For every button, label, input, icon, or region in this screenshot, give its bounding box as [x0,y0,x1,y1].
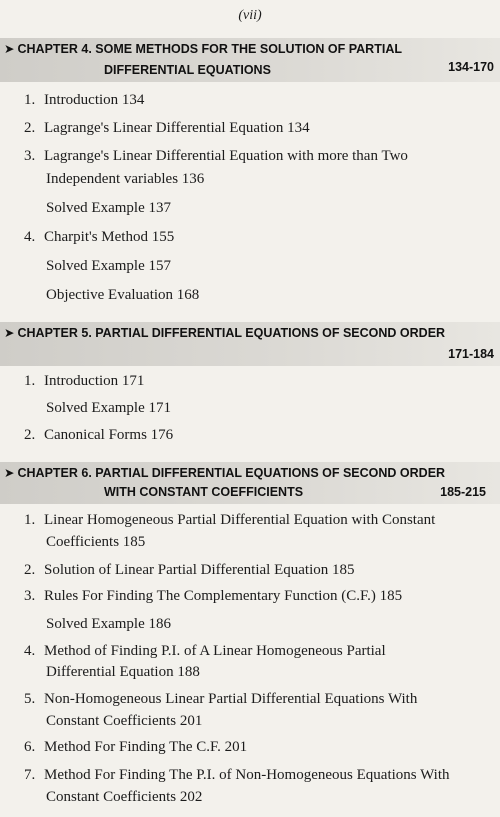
chapter-title-line1: CHAPTER 6. PARTIAL DIFFERENTIAL EQUATIONS OF SECOND ORDER [17,466,446,480]
toc-entry [24,423,173,447]
entry-text: Canonical Forms 176 [44,427,174,443]
entry-text: Rules For Finding The Complementary Function (C.F.) 185 [44,588,403,604]
toc-entry [24,584,402,608]
entry-number: 3. [24,148,36,164]
entry-continuation: Constant Coefficients 201 [46,713,203,729]
arrow-icon: ➤ [4,42,15,56]
toc-entry [24,144,408,168]
entry-number: 2. [24,562,36,578]
chapter-title-line2: DIFFERENTIAL EQUATIONS [104,63,271,77]
toc-subentry: Objective Evaluation 168 [46,287,200,303]
entry-continuation: Coefficients 185 [46,534,146,550]
toc-entry [24,369,144,393]
toc-entry [24,508,435,532]
entry-text: Method For Finding The P.I. of Non-Homogeneous Equations With [44,767,450,783]
chapter-6-header [0,462,500,504]
entry-number: 2. [24,427,36,443]
arrow-icon: ➤ [4,326,15,340]
chapter-page-range: 185-215 [440,485,486,499]
entry-number: 6. [24,739,36,755]
entry-number: 5. [24,691,36,707]
entry-number: 7. [24,767,36,783]
entry-continuation: Independent variables 136 [46,171,205,187]
entry-text: Non-Homogeneous Linear Partial Differential Equations With [44,691,418,707]
toc-subentry: Solved Example 171 [46,400,171,416]
entry-text: Method of Finding P.I. of A Linear Homogeneous Partial [44,643,386,659]
chapter-title-line1: CHAPTER 5. PARTIAL DIFFERENTIAL EQUATIONS OF SECOND ORDER [17,326,446,340]
toc-subentry: Solved Example 137 [46,200,171,216]
chapter-title-line2: WITH CONSTANT COEFFICIENTS [104,485,304,499]
chapter-page-range: 134-170 [448,60,494,74]
entry-number: 4. [24,643,36,659]
entry-continuation: Constant Coefficients 202 [46,789,203,805]
entry-text: Method For Finding The C.F. 201 [44,739,248,755]
chapter-title-line1: CHAPTER 4. SOME METHODS FOR THE SOLUTION OF PARTIAL [17,42,402,56]
toc-entry [24,558,354,582]
entry-text: Lagrange's Linear Differential Equation with more than Two [44,148,408,164]
chapter-page-range: 171-184 [448,347,494,361]
entry-text: Linear Homogeneous Partial Differential Equation with Constant [44,512,436,528]
toc-entry [24,687,417,711]
toc-entry [24,88,144,112]
entry-number: 1. [24,92,36,108]
chapter-5-header [0,322,500,366]
entry-number: 1. [24,373,36,389]
entry-continuation: Differential Equation 188 [46,664,200,680]
toc-entry [24,735,247,759]
toc-entry [24,116,310,140]
entry-text: Introduction 134 [44,92,145,108]
entry-number: 4. [24,229,36,245]
toc-entry [24,225,174,249]
entry-number: 3. [24,588,36,604]
page-number: (vii) [238,8,262,23]
toc-entry [24,763,450,787]
arrow-icon: ➤ [4,466,15,480]
chapter-4-header [0,38,500,82]
entry-text: Charpit's Method 155 [44,229,175,245]
entry-number: 2. [24,120,36,136]
entry-text: Lagrange's Linear Differential Equation 134 [44,120,310,136]
entry-text: Solution of Linear Partial Differential Equation 185 [44,562,355,578]
entry-number: 1. [24,512,36,528]
entry-text: Introduction 171 [44,373,145,389]
toc-subentry: Solved Example 186 [46,616,171,632]
toc-subentry: Solved Example 157 [46,258,171,274]
